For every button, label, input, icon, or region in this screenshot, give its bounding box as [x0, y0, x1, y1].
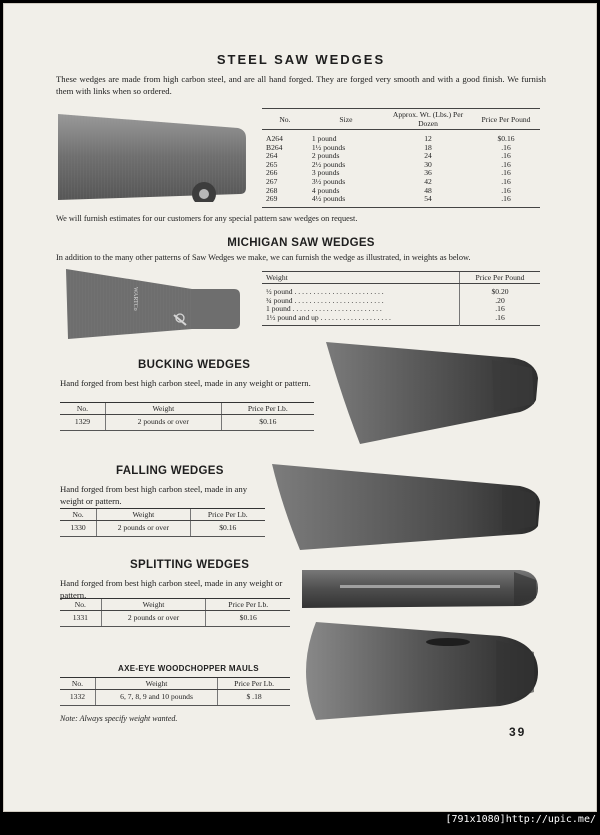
table-row: B264 1½ pounds 18 .16	[266, 142, 511, 152]
table-row: 265 2½ pounds 30 .16	[266, 159, 511, 169]
michigan-table	[262, 271, 540, 326]
col-header-price: Price Per Pound	[460, 272, 541, 284]
table-row: 1331 2 pounds or over $0.16	[60, 611, 290, 627]
estimates-note: We will furnish estimates for our customers for any special pattern saw wedges on request.	[56, 214, 358, 223]
table-row: 266 3 pounds 36 .16	[266, 168, 511, 178]
col-header-price: Price Per Lb.	[206, 599, 290, 611]
table-row: 1½ pound and up . . . . . . . . . . . . . . . . . . . .16	[262, 314, 540, 326]
bucking-table	[60, 402, 314, 431]
intro-text: These wedges are made from high carbon steel, and are all hand forged. They are forged very smooth and with a good finish. We furnish them with links when so ordered.	[56, 74, 546, 96]
table-row: 1330 2 pounds or over $0.16	[60, 521, 265, 537]
table-row: 269 4½ pounds 54 .16	[266, 194, 511, 204]
splitting-wedge-image	[300, 566, 542, 612]
michigan-text: In addition to the many other patterns of Saw Wedges we make, we can furnish the wedge as illustrated, in weights as below.	[56, 253, 471, 262]
table-row: ¾ pound . . . . . . . . . . . . . . . . . . . . . . . . .20	[262, 297, 540, 306]
splitting-text: Hand forged from best high carbon steel, made in any weight or pattern.	[60, 578, 283, 600]
watermark: [791x1080]http://upic.me/	[445, 814, 596, 825]
falling-title: FALLING WEDGES	[116, 465, 224, 477]
table-row: 264 2 pounds 24 .16	[266, 151, 511, 161]
mauls-table	[60, 677, 290, 706]
table-row: 1 pound . . . . . . . . . . . . . . . . . . . . . . . . .16	[262, 305, 540, 314]
footnote: Note: Always specify weight wanted.	[60, 714, 178, 723]
col-header-no: No.	[60, 403, 105, 415]
col-header-weight: Weight	[95, 678, 217, 690]
michigan-title: MICHIGAN SAW WEDGES	[227, 237, 375, 249]
table-row: 268 4 pounds 48 .16	[266, 185, 511, 195]
steel-wedge-table	[262, 108, 540, 208]
table-row: ½ pound . . . . . . . . . . . . . . . . . . . . . . . . $0.20	[262, 284, 540, 297]
table-row: 1332 6, 7, 8, 9 and 10 pounds $ .18	[60, 690, 290, 706]
col-header-price: Price Per Lb.	[221, 403, 314, 415]
wedge-stamp: WARTCo	[132, 287, 138, 311]
splitting-table	[60, 598, 290, 627]
col-header-no: No.	[60, 599, 101, 611]
col-header-no: No.	[60, 678, 95, 690]
bucking-text: Hand forged from best high carbon steel, made in any weight or pattern.	[60, 378, 311, 388]
col-header-weight: Weight	[101, 599, 206, 611]
page-title: STEEL SAW WEDGES	[216, 52, 386, 67]
table-row: 267 3½ pounds 42 .16	[266, 176, 511, 186]
falling-table	[60, 508, 265, 537]
bucking-wedge-image	[324, 338, 540, 448]
steel-saw-wedge-image	[56, 112, 248, 202]
falling-wedge-image	[270, 460, 542, 552]
catalog-page	[3, 3, 597, 812]
mauls-title: AXE-EYE WOODCHOPPER MAULS	[118, 664, 259, 673]
table-row: 1329 2 pounds or over $0.16	[60, 415, 314, 431]
col-header-weight: Weight	[105, 403, 221, 415]
falling-text: Hand forged from best high carbon steel, made in any weight or pattern.	[60, 484, 248, 506]
col-header-no: No.	[262, 109, 308, 130]
col-header-price: Price Per Pound	[472, 109, 540, 130]
col-header-size: Size	[308, 109, 384, 130]
col-header-weight: Weight	[97, 509, 190, 521]
col-header-price: Price Per Lb.	[218, 678, 290, 690]
col-header-weight: Weight	[262, 272, 460, 284]
bucking-title: BUCKING WEDGES	[138, 359, 251, 371]
maul-image	[300, 618, 542, 724]
page-number: 39	[509, 725, 527, 739]
splitting-title: SPLITTING WEDGES	[130, 559, 250, 571]
michigan-saw-wedge-image	[64, 267, 242, 342]
col-header-weight: Approx. Wt. (Lbs.) Per Dozen	[384, 109, 472, 130]
col-header-price: Price Per Lb.	[190, 509, 265, 521]
table-row: A264 1 pound 12 $0.16	[266, 134, 515, 143]
col-header-no: No.	[60, 509, 97, 521]
